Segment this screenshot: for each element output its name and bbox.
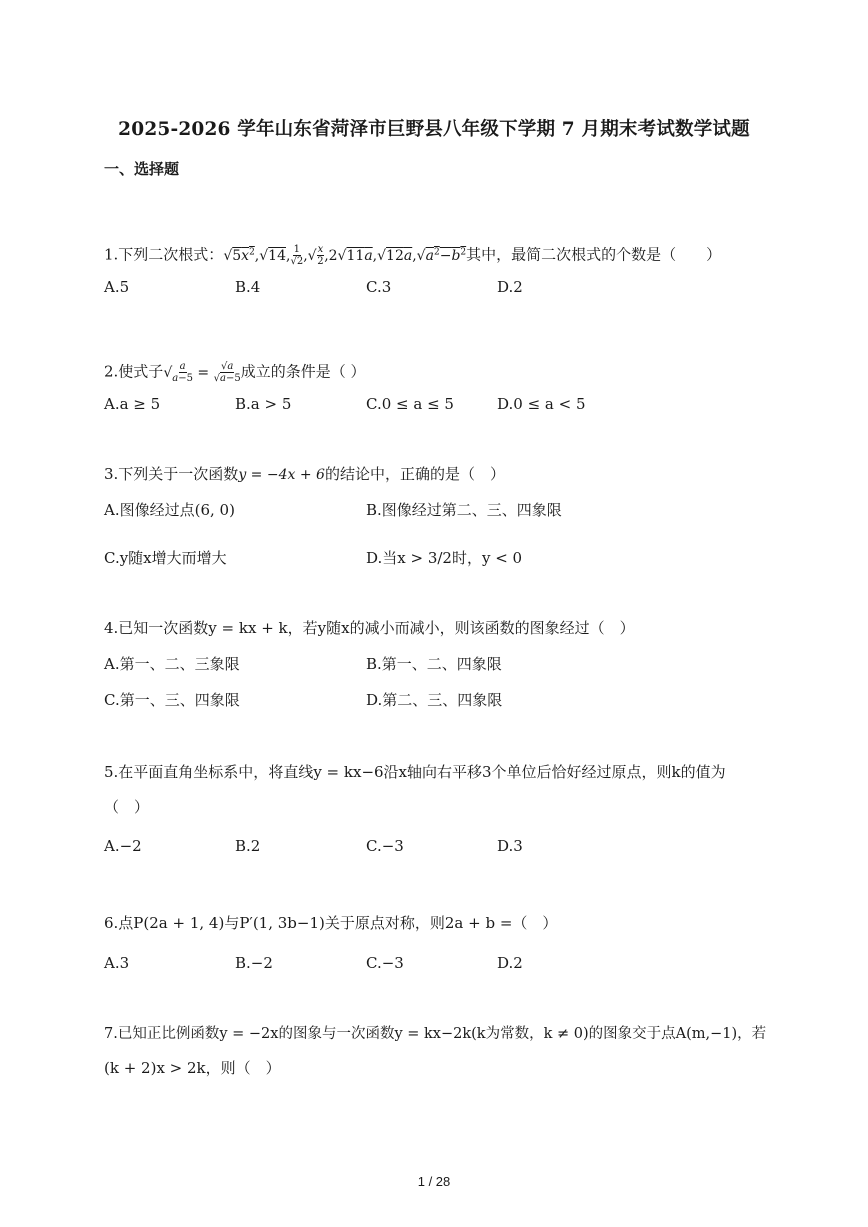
question-3-expression: y = −4x + 6 bbox=[238, 467, 325, 483]
question-1-option-c: C.3 bbox=[366, 278, 392, 296]
question-6: 6.点P(2a + 1, 4)与P′(1, 3b−1)关于原点对称，则2a + b =（ ） bbox=[104, 914, 558, 932]
question-2-suffix: 成立的条件是（ ） bbox=[240, 362, 366, 381]
question-4-option-c: C.第一、三、四象限 bbox=[104, 691, 240, 709]
question-1-radicals: $√5x^2,√14$, $\frac{1}{√2}$ ,√ $\frac{x}{2}$ $,2√11a,√12a,√a^2-b^2$ bbox=[223, 244, 467, 268]
question-5-option-b: B.2 bbox=[235, 837, 261, 855]
question-2-option-d: D.0 ≤ a < 5 bbox=[497, 395, 586, 413]
question-5-option-d: D.3 bbox=[497, 837, 523, 855]
question-1-option-b: B.4 bbox=[235, 278, 261, 296]
question-7-line-2: (k + 2)x > 2k，则（ ） bbox=[104, 1059, 281, 1077]
question-4: 4.已知一次函数y = kx + k，若y随x的减小而减小，则该函数的图象经过（ ） bbox=[104, 619, 635, 637]
question-1 bbox=[104, 242, 721, 267]
question-1-suffix: 其中，最简二次根式的个数是（ ） bbox=[466, 245, 722, 264]
page-number: 1 / 28 bbox=[417, 1174, 451, 1189]
question-3 bbox=[104, 464, 505, 485]
question-6-option-b: B.−2 bbox=[235, 954, 273, 972]
question-2-prefix: 2.使式子 bbox=[104, 362, 164, 381]
question-6-option-d: D.2 bbox=[497, 954, 523, 972]
question-6-option-c: C.−3 bbox=[366, 954, 404, 972]
question-5-option-c: C.−3 bbox=[366, 837, 404, 855]
question-2-option-b: B.a > 5 bbox=[235, 395, 292, 413]
question-5-line-2: （ ） bbox=[104, 798, 150, 816]
question-2-option-a: A.a ≥ 5 bbox=[104, 395, 161, 413]
question-1-prefix: 1.下列二次根式： bbox=[104, 245, 224, 264]
question-2-option-c: C.0 ≤ a ≤ 5 bbox=[366, 395, 454, 413]
question-5-option-a: A.−2 bbox=[104, 837, 142, 855]
question-4-option-b: B.第一、二、四象限 bbox=[366, 655, 502, 673]
question-7-line-1: 7.已知正比例函数y = −2x的图象与一次函数y = kx−2k(k为常数，k ≠ 0)的图象交于点A(m,−1)，若 bbox=[104, 1026, 767, 1042]
question-3-prefix: 3.下列关于一次函数 bbox=[104, 465, 239, 483]
question-3-option-c: C.y随x增大而增大 bbox=[104, 549, 227, 567]
question-2 bbox=[104, 361, 365, 384]
question-1-option-a: A.5 bbox=[104, 278, 130, 296]
question-4-option-a: A.第一、二、三象限 bbox=[104, 655, 240, 673]
question-3-option-b: B.图像经过第二、三、四象限 bbox=[366, 501, 562, 519]
page-title: 2025-2026 学年山东省菏泽市巨野县八年级下学期 7 月期末考试数学试题 bbox=[118, 119, 750, 140]
question-2-expression: √ $\frac{a}{a-5}$ = $\frac{√a}{√a-5}$ bbox=[163, 361, 241, 384]
question-4-option-d: D.第二、三、四象限 bbox=[366, 691, 503, 709]
question-1-option-d: D.2 bbox=[497, 278, 523, 296]
question-3-option-a: A.图像经过点(6, 0) bbox=[104, 501, 235, 519]
question-5-line-1: 5.在平面直角坐标系中，将直线y = kx−6沿x轴向右平移3个单位后恰好经过原点，则k的值为 bbox=[104, 763, 726, 781]
section-heading: 一、选择题 bbox=[104, 160, 180, 178]
question-6-option-a: A.3 bbox=[104, 954, 130, 972]
question-3-option-d: D.当x > 3/2时，y < 0 bbox=[366, 549, 523, 567]
question-3-suffix: 的结论中，正确的是（ ） bbox=[324, 465, 505, 483]
